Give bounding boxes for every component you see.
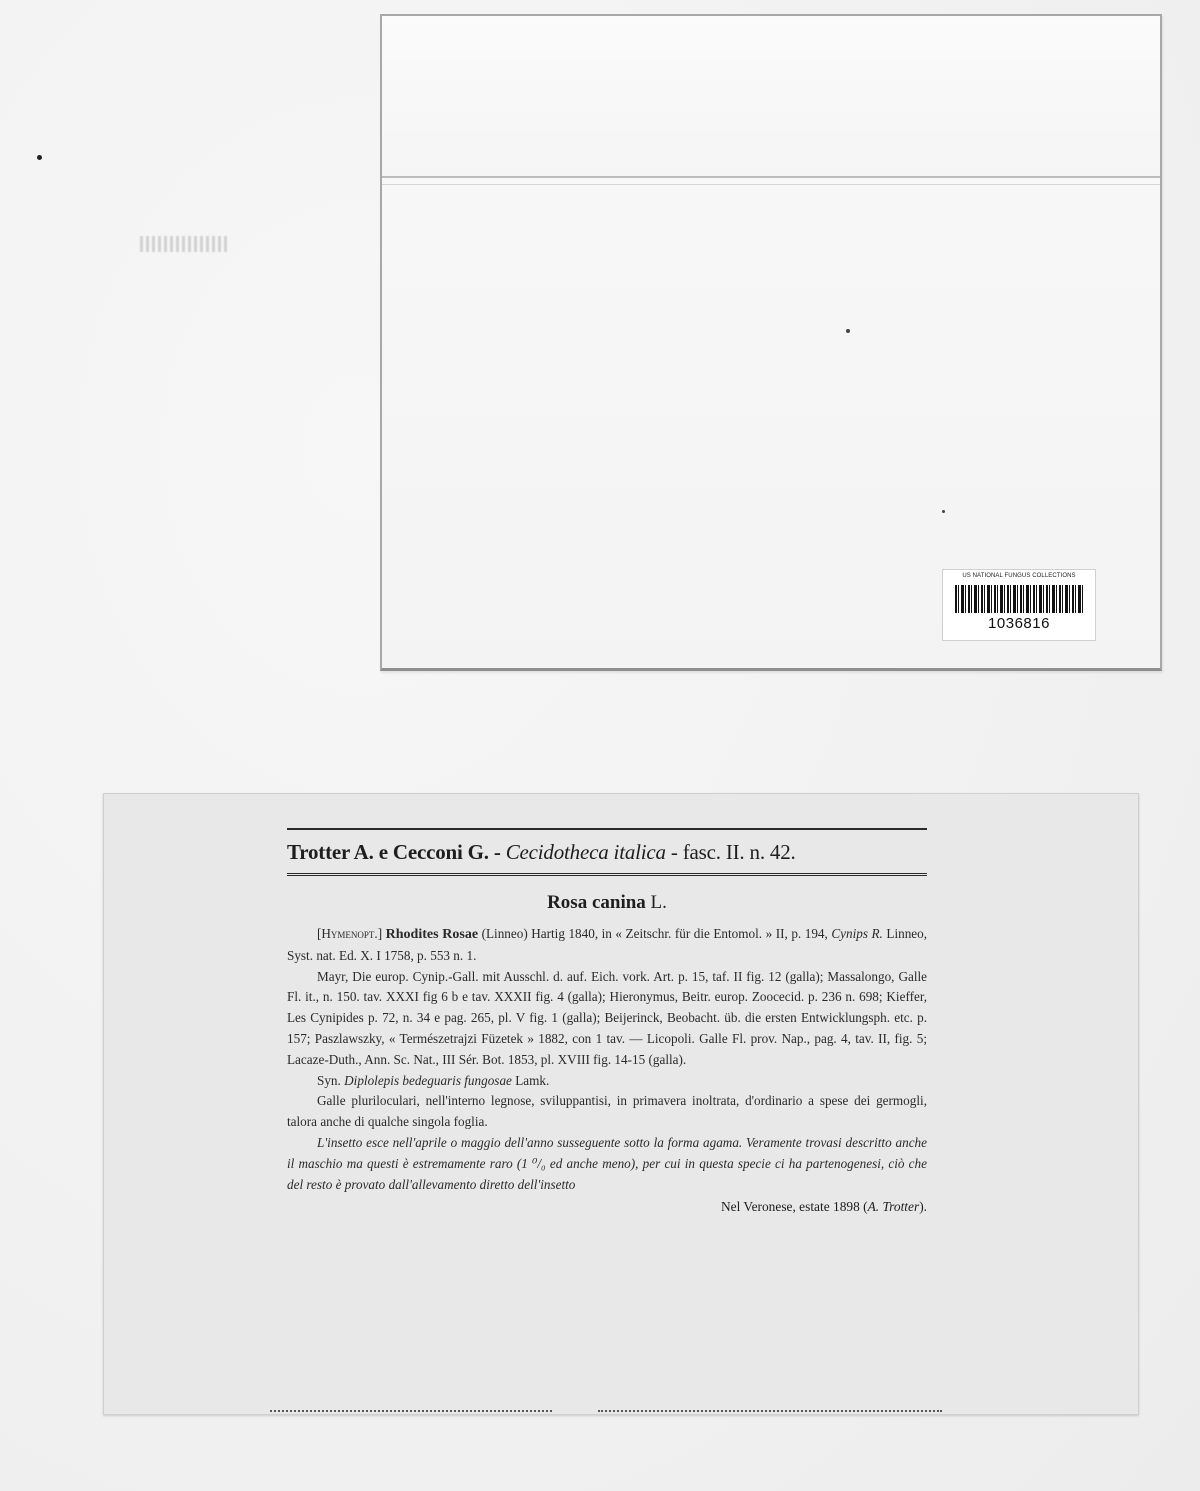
insect-order: [Hymenopt.] xyxy=(317,926,383,941)
species-basionym: Cynips R. xyxy=(831,926,883,941)
packet-flap xyxy=(382,16,1160,178)
barcode-label xyxy=(942,569,1096,641)
series-authors: Trotter A. e Cecconi G. - xyxy=(287,840,501,864)
collector-name: A. Trotter xyxy=(867,1199,920,1215)
host-name: Rosa canina xyxy=(547,892,646,913)
packet-speck xyxy=(846,329,850,333)
host-plant xyxy=(287,892,927,914)
top-rule xyxy=(287,828,927,830)
insect-biology-note: L'insetto esce nell'aprile o maggio dell'anno susseguente sotto la forma agama. Veramente trovasi descritto anche il maschio ma questi è estremamente raro (1 ⁰/₀ ed anche meno), per cui in questa specie ci ha partenogenesi, ciò che del resto è provato dall'allevamento diretto dell'insetto xyxy=(287,1134,927,1192)
label-bottom-edge-right xyxy=(598,1410,942,1412)
host-author: L. xyxy=(650,892,667,913)
label-body xyxy=(287,924,927,1195)
synonym-prefix: Syn. xyxy=(317,1072,341,1088)
label-bottom-edge-left xyxy=(270,1410,552,1412)
locality-text: Nel Veronese, estate 1898 ( xyxy=(720,1199,868,1215)
series-heading xyxy=(287,840,927,865)
specimen-speck xyxy=(37,155,42,160)
series-title: Cecidotheca italica xyxy=(505,840,666,864)
nomenclature-paragraph xyxy=(287,924,927,967)
gall-insect-species: Rhodites Rosae xyxy=(385,927,479,942)
species-citation-a: (Linneo) Hartig 1840, in « Zeitschr. für die Entomol. » II, p. 194, xyxy=(481,926,828,941)
faint-stamp-mark xyxy=(140,236,230,252)
label-content xyxy=(287,828,927,1217)
packet-speck xyxy=(942,510,945,513)
exsiccata-label xyxy=(103,793,1139,1415)
references-paragraph: Mayr, Die europ. Cynip.-Gall. mit Ausschl. d. auf. Eich. vork. Art. p. 15, taf. II fig. 12 (galla); Massalongo, Galle Fl. it., n. 150. tav. XXXI fig 6 b e tav. XXXII fig. 4 (galla); Hieronymus, Beitr. europ. Zoocecid. p. 236 n. 698; Kieffer, Les Cynipides p. 72, n. 34 e pag. 265, pl. V fig. 1 (galla); Beijerinck, Beobacht. üb. die ersten Entwicklungsph. etc. p. 157; Paszlawszky, « Természetrajzi Füzetek » 1882, con 1 tav. — Licopoli. Galle Fl. prov. Nap., pag. 4, tav. II, fig. 5; Lacaze-Duth., Ann. Sc. Nat., III Sér. Bot. 1853, pl. XVIII fig. 14-15 (galla). xyxy=(287,968,927,1067)
barcode-icon xyxy=(955,585,1083,613)
heading-rule xyxy=(287,873,927,876)
barcode-collection-name: US NATIONAL FUNGUS COLLECTIONS xyxy=(962,573,1076,579)
packet-fold-line xyxy=(382,184,1160,185)
locality-line xyxy=(287,1197,927,1217)
synonym-name: Diplolepis bedeguaris fungosae xyxy=(344,1072,512,1088)
synonym-author: Lamk. xyxy=(515,1072,550,1088)
species-citation-c: Linneo, Syst. nat. Ed. X. I 1758, p. 553 n. 1. xyxy=(287,926,928,963)
series-fascicle: - fasc. II. n. 42. xyxy=(670,840,796,864)
barcode-number: 1036816 xyxy=(988,615,1050,632)
gall-description: Galle pluriloculari, nell'interno legnose, sviluppantisi, in primavera inoltrata, d'ordinario a spese dei germogli, talora anche di qualche singola foglia. xyxy=(287,1093,927,1130)
locality-close: ). xyxy=(919,1199,927,1215)
synonym-paragraph xyxy=(287,1071,927,1092)
